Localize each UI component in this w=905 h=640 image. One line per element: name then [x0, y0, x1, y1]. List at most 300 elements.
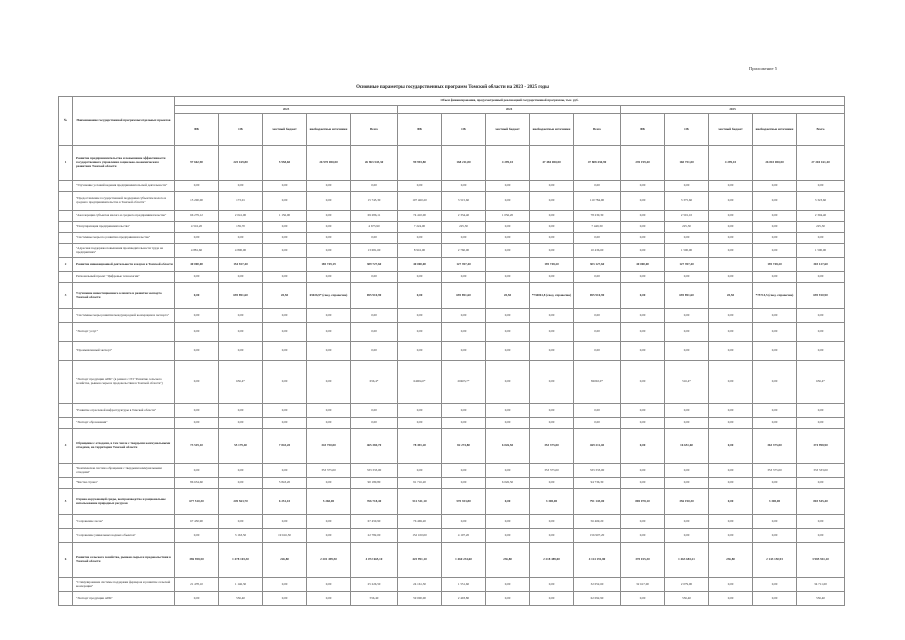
- row-value: 363 375,00: [753, 429, 797, 464]
- row-name: Развитие сельского хозяйства, рынков сырья и продовольствия в Томской области: [73, 543, 175, 578]
- header-col-4: Всего: [797, 114, 845, 146]
- row-value: 0,00: [398, 272, 442, 283]
- row-value: 6 026,50: [486, 478, 530, 489]
- row-value: 0,00: [263, 222, 307, 233]
- row-value: 0,00: [486, 418, 530, 429]
- row-value: 0,00: [307, 323, 351, 342]
- header-year-2023: 2023: [175, 106, 398, 114]
- row-value: 0,00: [709, 464, 753, 478]
- row-value: 0,00: [797, 418, 845, 429]
- row-value: 225,30: [797, 222, 845, 233]
- row-value: 0,00: [621, 272, 665, 283]
- row-value: 469 211,40: [574, 429, 621, 464]
- row-value: 249 563,70: [219, 489, 263, 515]
- row-value: 0,00: [797, 515, 845, 529]
- row-value: 0,00: [175, 342, 219, 361]
- row-value: 0,00: [621, 418, 665, 429]
- row-value: 91 716,20: [398, 478, 442, 489]
- row-value: 4 299,10: [486, 146, 530, 181]
- row-value: 0,00: [621, 592, 665, 606]
- row-value: 94 736,30: [574, 478, 621, 489]
- row-value: 0,00: [753, 478, 797, 489]
- programs-table: [58, 96, 845, 606]
- row-value: 0,00: [530, 515, 574, 529]
- header-col-0: ФБ: [621, 114, 665, 146]
- row-value: 0,00: [351, 272, 398, 283]
- row-value: 0,00: [219, 404, 263, 418]
- row-value: 0,00: [486, 361, 530, 404]
- row-value: 20403,7*: [442, 361, 486, 404]
- row-value: 99 993,80: [398, 146, 442, 181]
- row-value: 156 907,20: [574, 529, 621, 543]
- row-value: 791 145,00: [574, 489, 621, 515]
- row-value: 0,00: [709, 233, 753, 244]
- row-num: 3: [59, 283, 73, 309]
- row-value: 6 026,50: [486, 429, 530, 464]
- table-body: [59, 146, 845, 606]
- row-value: 0,00: [351, 418, 398, 429]
- row-value: 0,00: [621, 361, 665, 404]
- row-value: 0,00: [753, 181, 797, 192]
- row-value: 225 169,80: [219, 146, 263, 181]
- header-col-2: местный бюджет: [709, 114, 753, 146]
- row-value: 0,00: [263, 192, 307, 211]
- row-num: [59, 323, 73, 342]
- row-value: 0,00: [574, 404, 621, 418]
- row-value: 0,00: [665, 181, 709, 192]
- row-value: 0,00: [665, 418, 709, 429]
- row-value: 0,00: [398, 233, 442, 244]
- row-value: 0,00: [219, 323, 263, 342]
- row-value: 0,00: [307, 233, 351, 244]
- row-value: 1 478 103,30: [219, 543, 263, 578]
- row-value: 86 634,60: [175, 478, 219, 489]
- row-value: 0,00: [621, 283, 665, 309]
- row-value: 20,50: [486, 283, 530, 309]
- row-value: 0,00: [621, 429, 665, 464]
- row-value: 0,00: [175, 283, 219, 309]
- header-year-2025: 2025: [621, 106, 845, 114]
- row-value: 7 224,00: [398, 222, 442, 233]
- row-value: 2 493,80: [442, 592, 486, 606]
- row-value: 0,00: [398, 309, 442, 323]
- table-row: [59, 309, 845, 323]
- row-value: 303 127,60: [574, 258, 621, 272]
- row-num: [59, 404, 73, 418]
- header-col-1: ОБ: [665, 114, 709, 146]
- row-value: 0,00: [709, 429, 753, 464]
- row-value: 26 963 545,30: [351, 146, 398, 181]
- row-value: 2 201 499,50: [307, 543, 351, 578]
- row-name: Развитие предпринимательства и повышение эффективности государственного управления социально-экономическим развитием Томской области: [73, 146, 175, 181]
- row-value: 26 970 000,00: [307, 146, 351, 181]
- row-value: 74 410,00: [398, 211, 442, 222]
- row-value: 0,00: [665, 272, 709, 283]
- table-row: [59, 272, 845, 283]
- row-num: [59, 529, 73, 543]
- row-num: [59, 222, 73, 233]
- table-row: [59, 478, 845, 489]
- row-value: 333 333,00: [574, 464, 621, 478]
- row-name: "Чистая страна": [73, 478, 175, 489]
- row-value: 0,00: [219, 233, 263, 244]
- row-value: 1 500,00: [665, 244, 709, 258]
- row-value: 236,80: [486, 543, 530, 578]
- table-row: [59, 429, 845, 464]
- row-value: 0,00: [797, 529, 845, 543]
- row-value: 0,00: [530, 233, 574, 244]
- row-value: 0,00: [621, 464, 665, 478]
- row-value: 370 015,30: [621, 543, 665, 578]
- row-value: 0,00: [398, 283, 442, 309]
- row-value: 0,00: [307, 272, 351, 283]
- header-year-2024: 2024: [398, 106, 621, 114]
- row-value: 3 375,60: [665, 192, 709, 211]
- row-value: 0,00: [665, 233, 709, 244]
- row-value: 0,00: [530, 272, 574, 283]
- row-value: 0,00: [486, 489, 530, 515]
- row-name: "Акселерация субъектов малого и среднего предпринимательства": [73, 211, 175, 222]
- row-value: 0,00: [530, 418, 574, 429]
- row-value: 10 436,60: [574, 244, 621, 258]
- row-value: 425 991,10: [398, 543, 442, 578]
- row-value: 0,00: [753, 192, 797, 211]
- row-num: 6: [59, 543, 73, 578]
- row-value: 0,00: [621, 323, 665, 342]
- row-value: 0,00: [574, 309, 621, 323]
- row-value: 0,00: [442, 309, 486, 323]
- row-value: [709, 258, 753, 272]
- row-value: 0,00: [442, 323, 486, 342]
- row-value: 0,00: [574, 342, 621, 361]
- row-value: 356 190,30: [665, 489, 709, 515]
- row-num: [59, 464, 73, 478]
- row-value: 0,00: [219, 464, 263, 478]
- row-value: 0,00: [263, 404, 307, 418]
- row-value: 1 146,30: [219, 578, 263, 592]
- row-value: 40 000,00: [621, 258, 665, 272]
- row-value: 0,00: [709, 361, 753, 404]
- row-value: 0,00: [263, 233, 307, 244]
- row-value: 0,00: [753, 342, 797, 361]
- header-col-3: внебюджетные источники: [530, 114, 574, 146]
- row-value: 656,4*: [351, 361, 398, 404]
- row-value: 168 211,80: [442, 146, 486, 181]
- row-value: 5 958,60: [263, 146, 307, 181]
- row-value: 8 916,00: [398, 244, 442, 258]
- row-value: 6 251,10: [263, 489, 307, 515]
- row-value: 0,00: [351, 342, 398, 361]
- row-value: 4 107,20: [442, 529, 486, 543]
- row-name: "Экспорт продукции АПК" (в рамках с ГП "Развитие сельского хозяйства, рынков сырья и продовольствия в Томской области"): [73, 361, 175, 404]
- row-value: 0,00: [753, 404, 797, 418]
- row-value: 15 200,00: [175, 192, 219, 211]
- row-value: 3 985 941,10: [797, 543, 845, 578]
- row-value: 333 333,00: [351, 464, 398, 478]
- row-value: 0,00: [486, 272, 530, 283]
- row-value: 0,00: [219, 181, 263, 192]
- header-col-0: ФБ: [175, 114, 219, 146]
- row-value: 0,00: [307, 478, 351, 489]
- row-value: 0,00: [621, 309, 665, 323]
- row-value: 0,00: [175, 418, 219, 429]
- row-value: 0,00: [665, 309, 709, 323]
- row-value: 0,00: [307, 342, 351, 361]
- row-name: "Популяризация предпринимательства": [73, 222, 175, 233]
- row-value: 2 501,10: [665, 211, 709, 222]
- row-value: 0,00: [753, 592, 797, 606]
- row-num: [59, 244, 73, 258]
- row-value: 0,00: [307, 181, 351, 192]
- row-num: [59, 418, 73, 429]
- row-value: 0,00: [753, 361, 797, 404]
- row-num: [59, 578, 73, 592]
- row-value: 333 333,00: [797, 464, 845, 478]
- row-name: "Промышленный экспорт": [73, 342, 175, 361]
- row-value: 0,00: [621, 233, 665, 244]
- row-value: 0,00: [486, 309, 530, 323]
- row-value: 0,00: [486, 181, 530, 192]
- row-value: 0,00: [709, 222, 753, 233]
- row-value: 2 143 150,93: [753, 543, 797, 578]
- row-value: 0,00: [574, 272, 621, 283]
- row-value: 0,00: [753, 309, 797, 323]
- row-value: 0,00: [797, 404, 845, 418]
- row-name: Охрана окружающей среды, воспроизводство и рациональное использование природных ресурсов: [73, 489, 175, 515]
- row-value: 0,00: [486, 192, 530, 211]
- row-value: 195 748,20: [753, 258, 797, 272]
- row-value: 0,00: [175, 592, 219, 606]
- table-row: [59, 529, 845, 543]
- row-value: 1 460 234,60: [442, 543, 486, 578]
- row-value: 0,00: [753, 244, 797, 258]
- row-value: 0,00: [574, 233, 621, 244]
- row-value: 2 304,40: [797, 211, 845, 222]
- row-value: 0,00: [307, 211, 351, 222]
- row-value: 19 616,50: [263, 529, 307, 543]
- header-col-2: местный бюджет: [263, 114, 307, 146]
- row-name: "Предоставление государственной поддержки субъектам малого и среднего предпринимательства в Томской области": [73, 192, 175, 211]
- row-value: 0,00: [753, 272, 797, 283]
- row-value: 26 810 000,00: [753, 146, 797, 181]
- row-value: 0,00: [307, 244, 351, 258]
- row-value: 512 511,10: [398, 489, 442, 515]
- row-value: *730061,8 (свод. справочно): [530, 283, 574, 309]
- row-value: 5 260,00: [307, 489, 351, 515]
- row-value: *75714,5 (свод. справочно): [753, 283, 797, 309]
- row-value: 0,00: [530, 244, 574, 258]
- row-value: 695 910,90: [351, 283, 398, 309]
- row-num: [59, 515, 73, 529]
- row-value: 82 274,80: [442, 429, 486, 464]
- table-row: [59, 244, 845, 258]
- row-value: 556,40: [797, 592, 845, 606]
- row-value: 0,00: [175, 361, 219, 404]
- row-value: 0,00: [709, 515, 753, 529]
- row-value: 0,00: [398, 342, 442, 361]
- row-value: 0,00: [175, 404, 219, 418]
- row-value: 0,00: [621, 192, 665, 211]
- row-value: 0,00: [442, 181, 486, 192]
- row-value: 0,00: [486, 404, 530, 418]
- row-num: [59, 272, 73, 283]
- row-value: 0,00: [530, 309, 574, 323]
- row-value: 0,00: [219, 309, 263, 323]
- row-value: 0,00: [709, 404, 753, 418]
- row-value: 0,00: [486, 233, 530, 244]
- row-value: 25 226,50: [351, 578, 398, 592]
- row-value: 0,00: [398, 464, 442, 478]
- row-value: 4 800,00: [219, 244, 263, 258]
- row-value: 236,80: [709, 543, 753, 578]
- row-value: 7 449,30: [574, 222, 621, 233]
- row-value: 3 300,00: [530, 489, 574, 515]
- row-value: 97 662,90: [175, 146, 219, 181]
- row-value: 0,00: [486, 515, 530, 529]
- row-value: 0,00: [665, 323, 709, 342]
- table-row: [59, 192, 845, 211]
- row-value: 76 469,20: [398, 515, 442, 529]
- row-value: 15 745,30: [351, 192, 398, 211]
- row-value: 32 617,00: [621, 578, 665, 592]
- row-value: 570 353,80: [442, 489, 486, 515]
- table-row: [59, 464, 845, 478]
- row-value: 160 751,00: [665, 146, 709, 181]
- row-value: 2 760,00: [442, 244, 486, 258]
- row-value: 0,00: [175, 233, 219, 244]
- table-row: [59, 578, 845, 592]
- row-value: 0,00: [442, 233, 486, 244]
- row-value: 27 204 161,40: [797, 146, 845, 181]
- row-value: 353 375,00: [530, 464, 574, 478]
- row-value: 107 460,20: [398, 192, 442, 211]
- row-value: 0,00: [442, 272, 486, 283]
- header-col-1: ОБ: [219, 114, 263, 146]
- appendix-label: Приложение 5: [748, 66, 777, 71]
- row-value: 7 843,20: [263, 429, 307, 464]
- table-row: [59, 258, 845, 272]
- row-value: 0,00: [263, 464, 307, 478]
- row-num: [59, 211, 73, 222]
- row-value: 0,00: [709, 478, 753, 489]
- row-value: 803 545,40: [797, 489, 845, 515]
- row-value: 0,00: [665, 515, 709, 529]
- row-value: 20,50: [709, 283, 753, 309]
- table-row: [59, 543, 845, 578]
- row-value: [263, 258, 307, 272]
- header-col-0: ФБ: [398, 114, 442, 146]
- row-value: 0,00: [574, 418, 621, 429]
- row-value: 695 891,60: [219, 283, 263, 309]
- row-value: 0,00: [753, 323, 797, 342]
- row-name: "Адресная поддержка повышения производительности труда на предприятиях": [73, 244, 175, 258]
- row-name: "Сохранение уникальных водных объектов": [73, 529, 175, 543]
- row-value: 0,00: [621, 342, 665, 361]
- row-value: 0,00: [621, 529, 665, 543]
- row-value: 2 041,00: [219, 211, 263, 222]
- row-value: 0,00: [442, 418, 486, 429]
- row-value: 0,00: [709, 529, 753, 543]
- row-value: 0,00: [621, 404, 665, 418]
- row-value: 225,30: [665, 222, 709, 233]
- row-value: 21 478,10: [175, 578, 219, 592]
- header-col-2: местный бюджет: [486, 114, 530, 146]
- row-value: 374 998,90: [797, 429, 845, 464]
- row-value: 0,00: [263, 244, 307, 258]
- row-value: 0,00: [621, 222, 665, 233]
- row-name: Региональный проект "Цифровые технологии": [73, 272, 175, 283]
- row-value: 62 092,90: [574, 592, 621, 606]
- row-value: 656,4*: [797, 361, 845, 404]
- header-col-1: ОБ: [442, 114, 486, 146]
- row-name: Развитие инновационной деятельности и науки в Томской области: [73, 258, 175, 272]
- header-num: №: [59, 97, 73, 146]
- row-value: 0,00: [307, 418, 351, 429]
- row-value: 0,00: [797, 309, 845, 323]
- row-value: 0,00: [797, 478, 845, 489]
- row-value: 159,70: [219, 222, 263, 233]
- row-value: 0,00: [263, 361, 307, 404]
- row-num: [59, 592, 73, 606]
- row-value: 4 072 665,10: [351, 543, 398, 578]
- row-name: Обращение с отходами, в том числе с твердыми коммунальными отходами, на территории Томской области: [73, 429, 175, 464]
- row-value: 0,00: [442, 404, 486, 418]
- row-value: 0,00: [709, 323, 753, 342]
- row-value: 0,00: [263, 342, 307, 361]
- row-num: 2: [59, 258, 73, 272]
- row-value: 40 000,00: [398, 258, 442, 272]
- row-value: 90 180,80: [351, 478, 398, 489]
- row-value: 67 450,90: [351, 515, 398, 529]
- row-value: 0,00: [351, 181, 398, 192]
- row-num: [59, 192, 73, 211]
- row-value: 0,00: [307, 529, 351, 543]
- row-value: 0,00: [442, 515, 486, 529]
- row-value: 0,00: [709, 192, 753, 211]
- row-value: 0,00: [797, 233, 845, 244]
- row-value: 0,00: [175, 323, 219, 342]
- row-value: 0,00: [351, 233, 398, 244]
- row-value: [486, 258, 530, 272]
- row-value: 0,00: [621, 244, 665, 258]
- row-value: 3 300,00: [753, 489, 797, 515]
- row-value: 0,00: [263, 309, 307, 323]
- table-row: [59, 146, 845, 181]
- row-value: 66 279,12: [175, 211, 219, 222]
- row-num: 5: [59, 489, 73, 515]
- row-value: 3 323,60: [797, 192, 845, 211]
- row-value: 0,00: [263, 323, 307, 342]
- row-name: "Развитие отраслевой инфраструктуры в Томской области": [73, 404, 175, 418]
- row-value: 0,00: [442, 478, 486, 489]
- row-value: 127 397,40: [442, 258, 486, 272]
- row-value: 353 375,00: [753, 464, 797, 478]
- row-value: 226,80: [263, 543, 307, 578]
- row-value: 0,00: [219, 272, 263, 283]
- row-value: 0,00: [665, 478, 709, 489]
- row-value: 0,00: [709, 244, 753, 258]
- table-row: [59, 404, 845, 418]
- row-num: [59, 478, 73, 489]
- table-row: [59, 211, 845, 222]
- row-value: 4 299,10: [709, 146, 753, 181]
- row-value: 55 179,40: [219, 429, 263, 464]
- row-value: 0,00: [351, 404, 398, 418]
- row-num: [59, 233, 73, 244]
- table-row: [59, 342, 845, 361]
- row-value: 389 727,60: [351, 258, 398, 272]
- row-value: 695 891,60: [442, 283, 486, 309]
